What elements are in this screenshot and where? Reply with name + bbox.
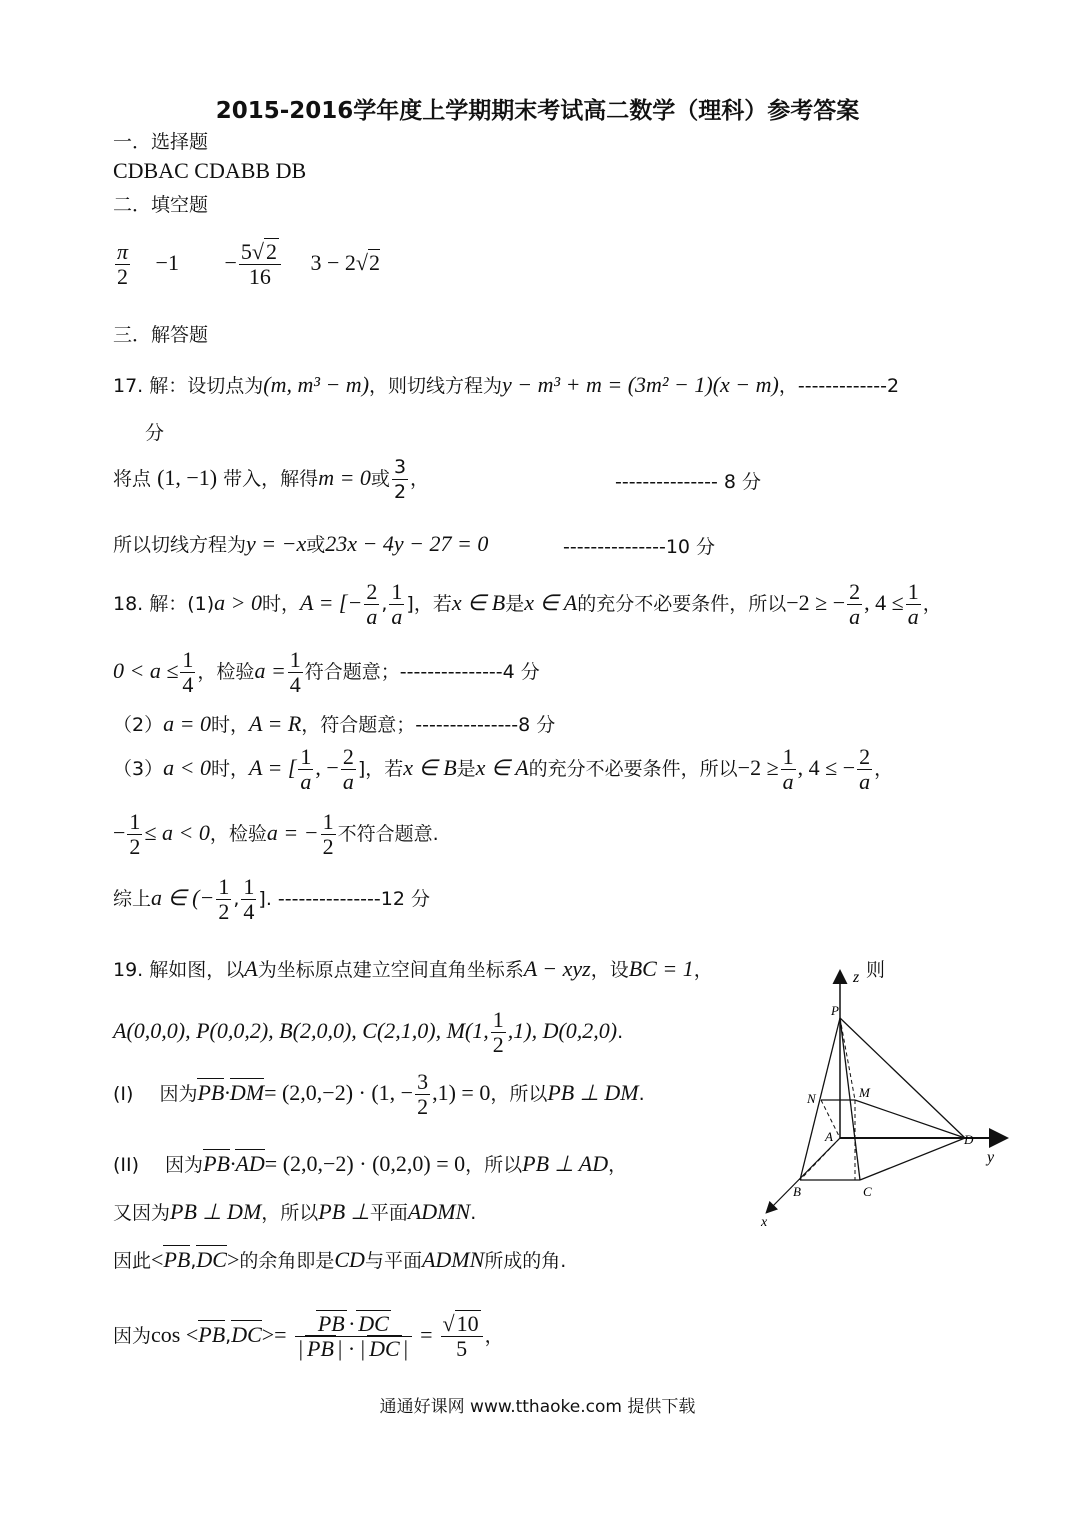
q19-line6: 因此<PB,DC>的余角即是CD与平面ADMN所成的角. bbox=[113, 1247, 567, 1272]
fill-answer-3: $\frac{5√2}{16}$ bbox=[239, 240, 281, 289]
fill-answers bbox=[113, 240, 380, 289]
segment-MD bbox=[855, 1100, 965, 1138]
label-y: y bbox=[987, 1149, 995, 1166]
q17-line1-unit: 分 bbox=[145, 422, 165, 444]
section-solution-heading: 三．解答题 bbox=[113, 324, 209, 346]
q18-line4: （3）a < 0时，A = [ $\frac{1}{a}$ , − $\frac{2}{a}$ ]，若x ∈ B是x ∈ A的充分不必要条件，所以−2 ≥ $\frac{1}{a}$ , 4 ≤ − $\frac{2}{a}$ ， bbox=[113, 744, 894, 794]
edge-PB bbox=[800, 1018, 840, 1180]
q18-line6: 综上a ∈ (− $\frac{1}{2}$ , $\frac{1}{4}$ ]. ---------------12 分 bbox=[113, 874, 430, 924]
q17-line3: 所以切线方程为y = −x或23x − 4y − 27 = 0 bbox=[113, 531, 489, 556]
label-z: z bbox=[853, 969, 860, 986]
q17-line2: 将点 (1, −1) 带入，解得m = 0或 $\frac{3}{2}$ ， bbox=[113, 456, 430, 503]
fill-answer-2: −1 bbox=[155, 249, 179, 275]
q19-line5: 又因为PB ⊥ DM，所以PB ⊥平面ADMN. bbox=[113, 1199, 477, 1224]
q17-line1: 17. 解：设切点为(m, m³ − m)，则切线方程为y − m³ + m = (3m² − 1)(x − m)，-------------2 bbox=[113, 372, 900, 397]
q17-score-10: ---------------10 分 bbox=[563, 536, 716, 558]
edge-PD bbox=[840, 1018, 965, 1138]
section-choice-heading: 一．选择题 bbox=[113, 131, 209, 153]
choice-answers: CDBAC CDABB DB bbox=[113, 158, 307, 183]
label-B: B bbox=[793, 1184, 801, 1199]
q18-line3: （2）a = 0时，A = R，符合题意；---------------8 分 bbox=[113, 711, 556, 736]
q19-coordinates: A(0,0,0), P(0,0,2), B(2,0,0), C(2,1,0), M(1, $\frac{1}{2}$ ,1), D(0,2,0). bbox=[113, 1007, 624, 1057]
q18-line2: 0 < a ≤ $\frac{1}{4}$ ，检验a = $\frac{1}{4}$ 符合题意；---------------4 分 bbox=[113, 647, 540, 697]
q18-line1: 18. 解：(1)a > 0时，A = [− $\frac{2}{a}$ , $\frac{1}{a}$ ]，若x ∈ B是x ∈ A的充分不必要条件，所以−2 ≥ − $\frac{2}{a}$ , 4 ≤ $\frac{1}{a}$ ， bbox=[113, 579, 942, 629]
q19-line7: 因为cos <PB,DC>= $\frac{PB \cdot DC}{| PB | \cdot | DC |}$ = $\frac{√10}{5}$ ， bbox=[113, 1311, 504, 1361]
label-C: C bbox=[863, 1184, 872, 1199]
q19-line1-then: 则 bbox=[866, 959, 886, 981]
label-M: M bbox=[859, 1085, 870, 1100]
label-N: N bbox=[807, 1091, 816, 1106]
q19-part1: (I) 因为PB·DM= (2,0,−2) · (1, − $\frac{3}{2}$ ,1) = 0，所以PB ⊥ DM. bbox=[113, 1069, 645, 1119]
footer-text: 通通好课网 www.tthaoke.com 提供下载 bbox=[379, 1397, 696, 1417]
label-P: P bbox=[831, 1003, 839, 1018]
q19-line1: 19. 解如图，以A为坐标原点建立空间直角坐标系A − xyz，设BC = 1， bbox=[113, 956, 713, 981]
section-fill-heading: 二．填空题 bbox=[113, 194, 209, 216]
q18-line5: − $\frac{1}{2}$ ≤ a < 0，检验a = − $\frac{1}{2}$ 不符合题意. bbox=[113, 809, 439, 859]
q17-score-8: --------------- 8 分 bbox=[615, 471, 762, 493]
fill-answer-3-sign: − bbox=[224, 249, 237, 275]
label-A: A bbox=[825, 1129, 833, 1144]
label-D: D bbox=[964, 1132, 974, 1147]
fill-answer-1: $\frac{\pi}{2}$ bbox=[117, 239, 129, 289]
pyramid-figure bbox=[755, 960, 1020, 1235]
q19-part2: (II) 因为PB·AD= (2,0,−2) · (0,2,0) = 0，所以PB ⊥ AD， bbox=[113, 1151, 628, 1176]
segment-AB bbox=[800, 1138, 840, 1180]
edge-PC bbox=[840, 1018, 860, 1180]
fill-answer-4: 3 − 2√2 bbox=[310, 249, 380, 275]
page-title: 2015-2016学年度上学期期末考试高二数学（理科）参考答案 bbox=[215, 98, 860, 124]
edge-CD bbox=[860, 1138, 965, 1180]
label-x: x bbox=[761, 1215, 768, 1230]
